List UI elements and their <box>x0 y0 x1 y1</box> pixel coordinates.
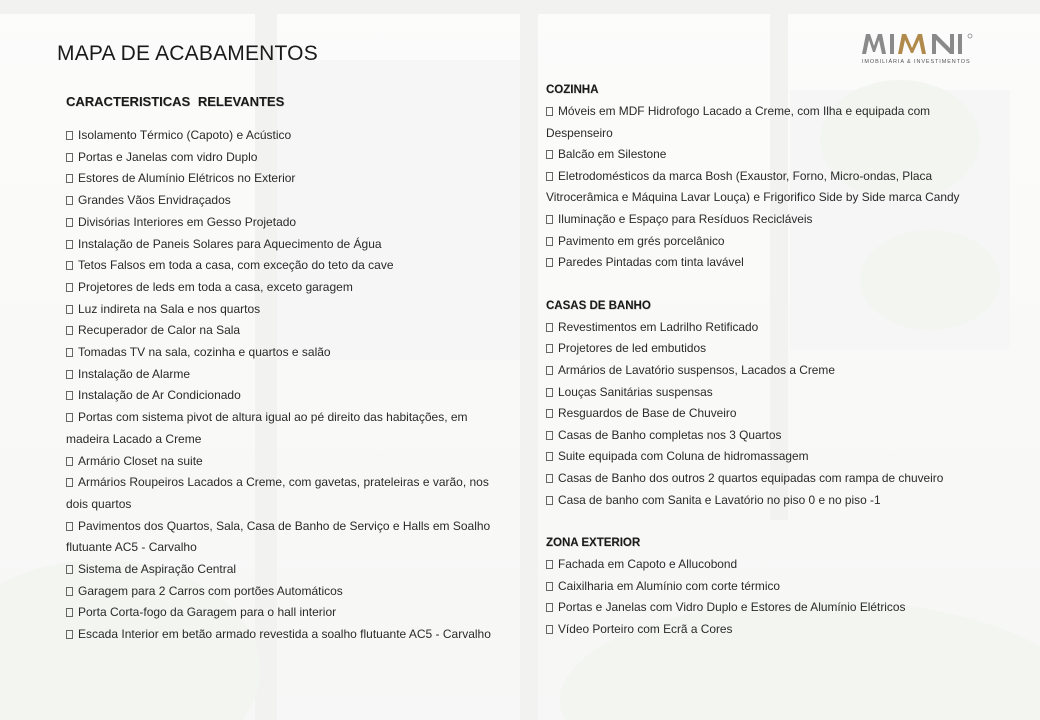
list-item-text: Casa de banho com Sanita e Lavatório no piso 0 e no piso -1 <box>558 492 881 507</box>
checkbox-bullet-icon <box>66 565 73 574</box>
checkbox-bullet-icon <box>66 283 73 292</box>
feature-item <box>66 364 496 386</box>
finish-item <box>546 209 986 231</box>
checkbox-bullet-icon <box>66 391 73 400</box>
list-item-text: Armários Roupeiros Lacados a Creme, com gavetas, prateleiras e varão, nos dois quartos <box>66 475 489 511</box>
finish-item <box>546 101 986 144</box>
list-item-text: Grandes Vãos Envidraçados <box>78 193 231 208</box>
section-list <box>546 554 986 640</box>
relevant-features-title: CARACTERISTICAS RELEVANTES <box>66 94 285 109</box>
feature-item <box>66 559 496 581</box>
checkbox-bullet-icon <box>66 587 73 596</box>
checkbox-bullet-icon <box>546 625 553 634</box>
section-casas-de-banho <box>546 296 986 511</box>
feature-item <box>66 385 496 407</box>
checkbox-bullet-icon <box>546 172 553 181</box>
list-item-text: Resguardos de Base de Chuveiro <box>558 406 737 421</box>
feature-item <box>66 342 496 364</box>
feature-item <box>66 234 496 256</box>
finish-item <box>546 468 986 490</box>
finishes-sections-column <box>546 80 986 662</box>
checkbox-bullet-icon <box>546 107 553 116</box>
checkbox-bullet-icon <box>66 131 73 140</box>
checkbox-bullet-icon <box>546 366 553 375</box>
checkbox-bullet-icon <box>546 560 553 569</box>
list-item-text: Isolamento Térmico (Capoto) e Acústico <box>78 128 292 142</box>
list-item-text: Eletrodomésticos da marca Bosh (Exaustor, Forno, Micro-ondas, Placa Vitrocerâmica e Máquina Lavar Louça) e Frigorifico Side by Side marca Candy <box>546 168 960 205</box>
list-item-text: Luz indireta na Sala e nos quartos <box>78 301 261 316</box>
feature-item <box>66 299 496 321</box>
finish-item <box>546 166 986 209</box>
finish-item <box>546 231 986 253</box>
finish-item <box>546 360 986 382</box>
checkbox-bullet-icon <box>66 348 73 357</box>
feature-item <box>66 168 496 190</box>
section-list <box>546 317 986 511</box>
checkbox-bullet-icon <box>546 323 553 332</box>
list-item-text: Revestimentos em Ladrilho Retificado <box>558 319 759 334</box>
checkbox-bullet-icon <box>546 452 553 461</box>
list-item-text: Fachada em Capoto e Allucobond <box>558 557 738 572</box>
finish-item <box>546 144 986 166</box>
list-item-text: Porta Corta-fogo da Garagem para o hall interior <box>78 605 337 620</box>
feature-item <box>66 320 496 342</box>
list-item-text: Casas de Banho completas nos 3 Quartos <box>558 427 782 442</box>
feature-item <box>66 125 496 147</box>
list-item-text: Paredes Pintadas com tinta lavável <box>558 255 744 270</box>
list-item-text: Garagem para 2 Carros com portões Automáticos <box>78 583 343 598</box>
list-item-text: Portas e Janelas com vidro Duplo <box>78 149 258 164</box>
feature-item <box>66 624 496 646</box>
section-title: CASAS DE BANHO <box>546 299 651 312</box>
finish-item <box>546 619 986 641</box>
checkbox-bullet-icon <box>66 153 73 162</box>
list-item-text: Casas de Banho dos outros 2 quartos equipadas com rampa de chuveiro <box>558 470 944 485</box>
list-item-text: Instalação de Paneis Solares para Aquecimento de Água <box>78 236 382 251</box>
checkbox-bullet-icon <box>546 215 553 224</box>
checkbox-bullet-icon <box>546 474 553 483</box>
finish-item <box>546 252 986 274</box>
list-item-text: Suite equipada com Coluna de hidromassagem <box>558 449 809 464</box>
checkbox-bullet-icon <box>66 240 73 249</box>
finish-item <box>546 597 986 619</box>
list-item-text: Projetores de led embutidos <box>558 341 707 356</box>
list-item-text: Recuperador de Calor na Sala <box>78 323 241 338</box>
feature-item <box>66 407 496 450</box>
feature-item <box>66 147 496 169</box>
list-item-text: Instalação de Ar Condicionado <box>78 388 241 403</box>
list-item-text: Projetores de leds em toda a casa, exceto garagem <box>78 279 353 294</box>
feature-item <box>66 212 496 234</box>
checkbox-bullet-icon <box>546 150 553 159</box>
finish-item <box>546 446 986 468</box>
company-logo <box>860 32 980 70</box>
list-item-text: Pavimento em grés porcelânico <box>558 233 725 248</box>
feature-item <box>66 255 496 277</box>
checkbox-bullet-icon <box>66 413 73 422</box>
feature-item <box>66 190 496 212</box>
checkbox-bullet-icon <box>546 344 553 353</box>
list-item-text: Iluminação e Espaço para Resíduos Recicláveis <box>558 211 813 226</box>
feature-item <box>66 516 496 559</box>
list-item-text: Sistema de Aspiração Central <box>78 562 237 577</box>
checkbox-bullet-icon <box>546 496 553 505</box>
checkbox-bullet-icon <box>66 261 73 270</box>
checkbox-bullet-icon <box>66 608 73 617</box>
relevant-features-column <box>66 94 496 646</box>
list-item-text: Tomadas TV na sala, cozinha e quartos e salão <box>78 345 331 360</box>
list-item-text: Armário Closet na suite <box>78 453 203 468</box>
checkbox-bullet-icon <box>66 196 73 205</box>
feature-item <box>66 472 496 515</box>
list-item-text: Vídeo Porteiro com Ecrã a Cores <box>558 621 733 636</box>
list-item-text: Portas com sistema pivot de altura igual ao pé direito das habitações, em madeira Lacado a Creme <box>66 410 468 446</box>
section-zona-exterior <box>546 533 986 640</box>
list-item-text: Divisórias Interiores em Gesso Projetado <box>78 214 297 229</box>
list-item-text: Pavimentos dos Quartos, Sala, Casa de Banho de Serviço e Halls em Soalho flutuante AC5 - Carvalho <box>66 518 491 555</box>
feature-item <box>66 277 496 299</box>
list-item-text: Portas e Janelas com Vidro Duplo e Estores de Alumínio Elétricos <box>558 600 906 615</box>
logo-subtitle: IMOBILIÁRIA & INVESTIMENTOS <box>862 59 971 65</box>
section-cozinha <box>546 80 986 274</box>
finish-item <box>546 490 986 512</box>
checkbox-bullet-icon <box>546 603 553 612</box>
finish-item <box>546 403 986 425</box>
checkbox-bullet-icon <box>66 630 73 639</box>
checkbox-bullet-icon <box>66 522 73 531</box>
list-item-text: Instalação de Alarme <box>78 366 191 381</box>
checkbox-bullet-icon <box>546 388 553 397</box>
checkbox-bullet-icon <box>546 582 553 591</box>
feature-item <box>66 602 496 624</box>
finish-item <box>546 338 986 360</box>
section-title: ZONA EXTERIOR <box>546 537 641 550</box>
list-item-text: Móveis em MDF Hidrofogo Lacado a Creme, com Ilha e equipada com Despenseiro <box>546 104 931 140</box>
list-item-text: Louças Sanitárias suspensas <box>558 384 713 399</box>
mn-logo-mark <box>860 32 976 56</box>
list-item-text: Estores de Alumínio Elétricos no Exterior <box>78 171 296 186</box>
list-item-text: Balcão em Silestone <box>558 147 667 162</box>
checkbox-bullet-icon <box>546 258 553 267</box>
finish-item <box>546 425 986 447</box>
checkbox-bullet-icon <box>66 370 73 379</box>
finish-item <box>546 382 986 404</box>
finish-item <box>546 554 986 576</box>
checkbox-bullet-icon <box>546 237 553 246</box>
relevant-features-list <box>66 125 496 646</box>
list-item-text: Caixilharia em Alumínio com corte térmico <box>558 578 781 593</box>
page-title: MAPA DE ACABAMENTOS <box>57 42 318 65</box>
list-item-text: Tetos Falsos em toda a casa, com exceção do teto da cave <box>78 258 394 273</box>
checkbox-bullet-icon <box>66 457 73 466</box>
checkbox-bullet-icon <box>66 326 73 335</box>
checkbox-bullet-icon <box>546 409 553 418</box>
checkbox-bullet-icon <box>66 218 73 227</box>
checkbox-bullet-icon <box>66 174 73 183</box>
feature-item <box>66 451 496 473</box>
feature-item <box>66 581 496 603</box>
checkbox-bullet-icon <box>66 478 73 487</box>
checkbox-bullet-icon <box>546 431 553 440</box>
section-list <box>546 101 986 274</box>
section-title: COZINHA <box>546 84 599 96</box>
finish-item <box>546 317 986 339</box>
list-item-text: Armários de Lavatório suspensos, Lacados a Creme <box>558 362 835 377</box>
checkbox-bullet-icon <box>66 305 73 314</box>
finish-item <box>546 576 986 598</box>
list-item-text: Escada Interior em betão armado revestida a soalho flutuante AC5 - Carvalho <box>78 627 491 642</box>
